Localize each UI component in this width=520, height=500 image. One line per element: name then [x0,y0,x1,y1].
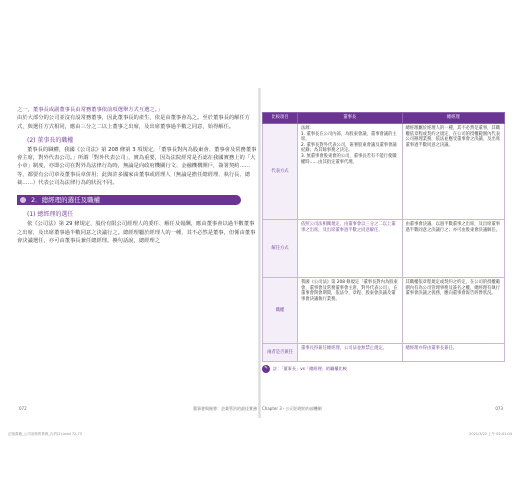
cell-chairman: 董事長得兼任總經理，公司法並無禁止規定。 [298,344,403,362]
paragraph-chairman-powers: 董事長的職權，我國《公司法》第 208 條第 3 項規定，「董事長對內為股東會、董事會及常務董事會主席，對外代表公司。」所謂「對外代表公司」，實為重要，因為法院經常是否認在我國實務上的「大小章」制度，亦即公司在對外為法律行為時，無論是向政府機關行文、金融機構開戶，簽署契約……等，都要有公司章及董事長章併用；此與許多國家由董事或經理人（無論是擔任總經理、執行長、總裁……）代表公司為法律行為的狀況不同。 [17,146,257,187]
cell-chairman: 依照公司法相關規定，由董事會以三分之二以上董事之出席，及出席董事過半數之同意解任。 [298,220,403,278]
subtitle-manager-election: (1) 總經理的選任 [27,211,74,219]
table-row [263,220,505,278]
table-header-item: 比較項目 [263,113,298,124]
row-label: 解任方式 [263,220,298,278]
table-header-chairman: 董事長 [298,113,403,124]
cell-manager: 由董事會決議，以過半數董事之出席，及出席董事過半數同意之決議行之；亦可由股東會決議解任。 [402,220,505,278]
paragraph-manager-election: 依《公司法》第 29 條規定，股份有限公司經理人的委任、解任及報酬，應由董事會以過半數董事之出席，及出席董事過半數同意之決議行之。總經理屬於經理人的一種，其不必然是董事，但係由董事會決議選任，亦可由董事長兼任總經理。換句話說，總經理之 [17,221,256,244]
table-note [262,365,505,373]
row-label: 代表方式 [263,124,298,220]
left-running-title: 董事會與秘書：企業管治的最佳實務 [193,406,257,411]
table-row [263,124,505,220]
table-note-text: 註：「董事長」vs「總經理」的職權比較 [273,366,347,371]
print-meta-date: 2021/3/22 上午 02:01:04 [469,432,512,436]
left-footer [19,406,257,412]
table-row [263,278,505,344]
left-page [17,88,257,418]
table-header-manager: 總經理 [402,113,505,124]
row-label: 職權 [263,278,298,344]
left-page-number: 072 [19,406,27,411]
row-label: 兩者是否兼任 [263,344,298,362]
right-page-number: 073 [495,406,503,411]
cell-manager: 總經理亦得由董事長兼任。 [402,344,505,362]
right-page [262,88,505,418]
cell-chairman: 法源： 1. 董事長在公司內部，為股東會議、董事會議的主席。 2. 董事長對外代表公司，簽署股東會議及董事會議紀錄；為其餘事務之決定。 3. 無董事會股東會的公司，董事長若有不能行使職權時……由其指定董事代理。 [298,124,403,220]
opening-quote: 之一，董事長或副董事長由常務董事依前項選舉方式互選之。」 [17,107,163,113]
book-gutter [258,88,261,418]
cell-chairman: 我國《公司法》第 208 條規定「董事長對內為股東會、董事會及常務董事會主席，對外代表公司」，在董事會閉會期間，依法令、章程、股東會決議及董事會決議執行業務。 [298,278,403,344]
right-footer [262,406,503,412]
right-running-title: Chapter 3・公司治理的內部機制 [262,406,322,411]
subtitle-chairman-powers: (2) 董事長的職權 [27,136,74,144]
cell-manager: 其職權依章程規定或契約之約定，在公司的授權範圍內有為公司管理事務及簽名之權，總經理有執行董事會決議之義務，應向董事會報告經營狀況。 [402,278,505,344]
print-meta-file: 正版書籍_公司治理的實務_內頁(2).indd 72-73 [8,432,82,436]
table-row [263,344,505,362]
comparison-table [262,112,505,362]
section-title-bar: 2．總經理的選任及職權 [17,195,241,205]
cell-manager: 總經理屬於經理人的一種，其不必然是董事，其職權依章程或契約之規定，在公司的授權範圍內代表公司辦理業務，依法並應受董事會之決議，及出席董事過半數同意之決議。 [402,124,505,220]
note-icon: ✎ [262,365,270,373]
paragraph-chairman-election: 由於大部分的公司並沒有設常務董事，因此董事長的產生，依是由董事會為之。至於董事長的解任方式，與選任方式相同，應由三分之二以上董事之出席，及出席董事過半數之同意，始得解任。 [17,115,251,130]
